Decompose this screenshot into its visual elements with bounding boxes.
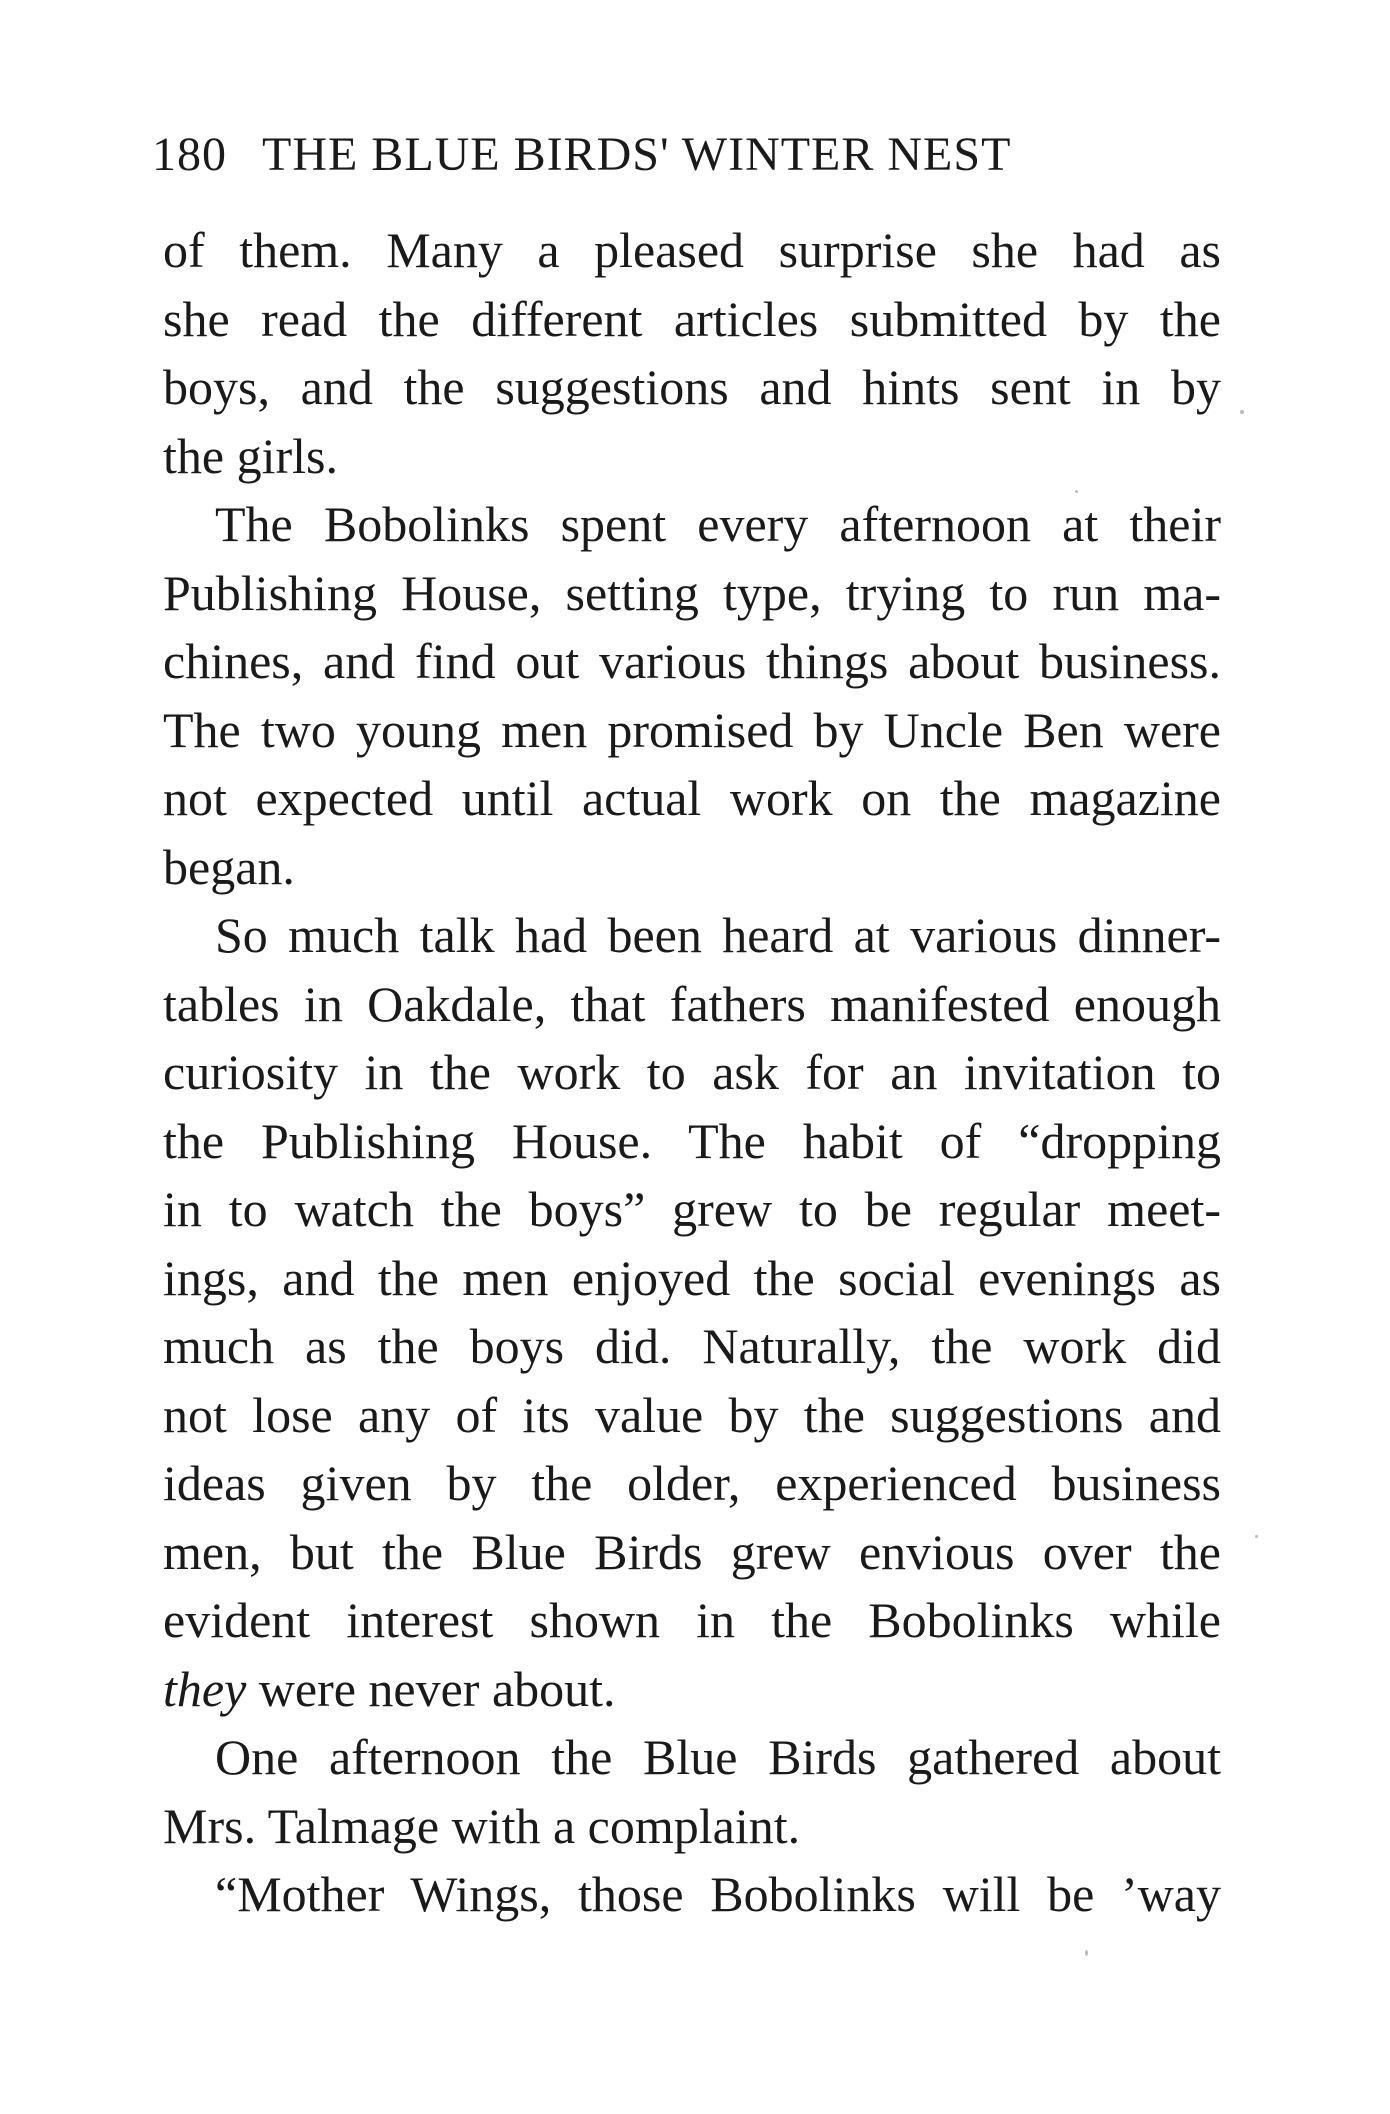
text-line: The Bobolinks spent every afternoon at their bbox=[215, 496, 1221, 552]
italic-word: they bbox=[163, 1660, 247, 1717]
scan-speck bbox=[1085, 1950, 1088, 1956]
text-line-final bbox=[163, 1655, 1221, 1724]
paragraph-5 bbox=[163, 1860, 1221, 1929]
scan-speck bbox=[1255, 1535, 1258, 1538]
paragraph-4 bbox=[163, 1723, 1221, 1860]
text-line: The two young men promised by Uncle Ben were bbox=[163, 701, 1221, 758]
text-line: the girls. bbox=[163, 427, 338, 484]
paragraph-3 bbox=[163, 901, 1221, 1723]
text-line: not expected until actual work on the magazine bbox=[163, 770, 1221, 826]
running-header bbox=[152, 120, 1237, 190]
text-line: the Publishing House. The habit of “dropping bbox=[163, 1112, 1221, 1169]
text-line: men, but the Blue Birds grew envious over the bbox=[163, 1523, 1221, 1580]
text-line: she read the different articles submitted by the bbox=[163, 290, 1221, 347]
text-line: Publishing House, setting type, trying to run ma- bbox=[163, 564, 1221, 621]
text-line: curiosity in the work to ask for an invitation to bbox=[163, 1044, 1221, 1100]
text-line: boys, and the suggestions and hints sent in by bbox=[163, 359, 1221, 415]
scan-speck bbox=[1240, 410, 1244, 414]
text-line: Mrs. Talmage with a complaint. bbox=[163, 1797, 801, 1854]
text-line: ings, and the men enjoyed the social evenings as bbox=[163, 1249, 1221, 1306]
paragraph-1 bbox=[163, 216, 1221, 490]
text-line: One afternoon the Blue Birds gathered about bbox=[215, 1729, 1221, 1785]
text-line: much as the boys did. Naturally, the work did bbox=[163, 1318, 1221, 1374]
body-text bbox=[163, 216, 1221, 1929]
text-line: ideas given by the older, experienced business bbox=[163, 1455, 1221, 1511]
text-line: evident interest shown in the Bobolinks while bbox=[163, 1592, 1221, 1648]
text-line: not lose any of its value by the suggestions and bbox=[163, 1386, 1221, 1443]
text-fragment: were never about. bbox=[246, 1660, 616, 1717]
text-line: tables in Oakdale, that fathers manifested enough bbox=[163, 975, 1221, 1032]
running-title: THE BLUE BIRDS' WINTER NEST bbox=[262, 128, 1012, 181]
text-line: began. bbox=[163, 838, 295, 895]
text-line: “Mother Wings, those Bobolinks will be ’way bbox=[215, 1866, 1221, 1922]
text-line: in to watch the boys” grew to be regular meet- bbox=[163, 1181, 1221, 1237]
text-line: chines, and find out various things about business. bbox=[163, 633, 1221, 689]
paragraph-2 bbox=[163, 490, 1221, 901]
text-line: of them. Many a pleased surprise she had as bbox=[163, 222, 1221, 278]
scan-speck bbox=[1075, 490, 1078, 493]
page-number: 180 bbox=[152, 128, 227, 181]
text-line: So much talk had been heard at various dinner- bbox=[215, 907, 1221, 963]
